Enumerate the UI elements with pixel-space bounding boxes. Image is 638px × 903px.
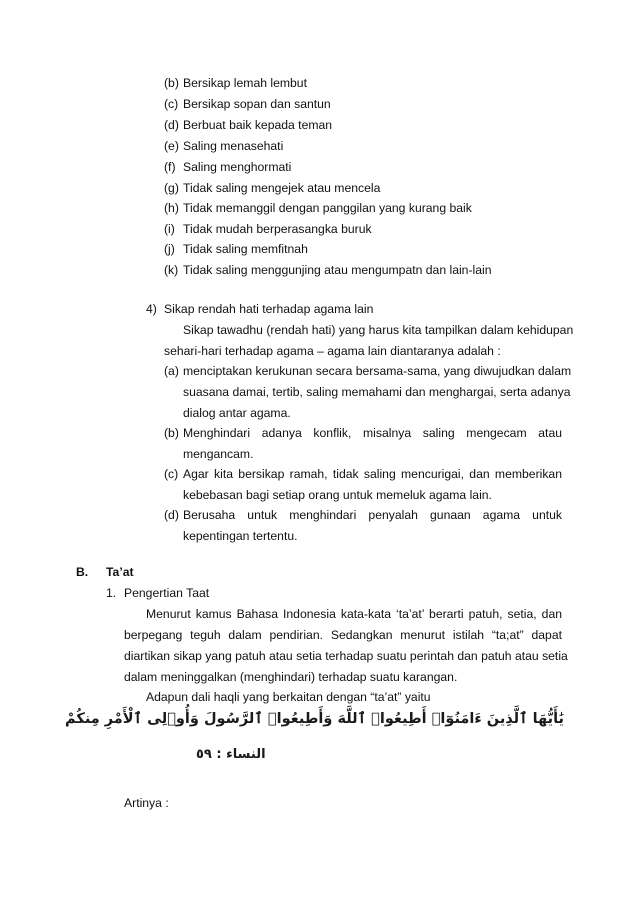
list-item-label: (d): [164, 118, 179, 132]
subsection-number: 1.: [106, 586, 117, 600]
subsection-title: Pengertian Taat: [124, 586, 210, 600]
list-item-label: (j): [164, 242, 175, 256]
point-line: mengancam.: [183, 447, 254, 461]
list-item-text: Berbuat baik kepada teman: [183, 118, 333, 132]
list-item-label: (g): [164, 181, 179, 195]
list-item-text: Bersikap lemah lembut: [183, 76, 307, 90]
arabic-verse-reference: النساء : ٥٩: [196, 747, 266, 762]
section-title: Ta’at: [106, 565, 134, 579]
item-number: 4): [146, 302, 157, 316]
list-item-text: Tidak saling memfitnah: [183, 242, 308, 256]
point-line: Agar kita bersikap ramah, tidak saling mencurigai, dan memberikan: [183, 467, 562, 481]
artinya-label: Artinya :: [124, 796, 169, 810]
list-item-text: Saling menasehati: [183, 139, 284, 153]
item-title: Sikap rendah hati terhadap agama lain: [164, 302, 374, 316]
intro-line: sehari-hari terhadap agama – agama lain diantaranya adalah :: [164, 344, 501, 358]
point-line: kebebasan bagi setiap orang untuk memeluk agama lain.: [183, 488, 492, 502]
paragraph-line: berpegang teguh dalam pendirian. Sedangkan menurut istilah “ta;at” dapat: [124, 628, 562, 642]
list-item-text: Tidak memanggil dengan panggilan yang kurang baik: [183, 201, 472, 215]
point-line: kepentingan tertentu.: [183, 529, 298, 543]
section-letter: B.: [76, 565, 89, 579]
list-item-text: Tidak saling mengejek atau mencela: [183, 181, 381, 195]
point-label: (a): [164, 364, 179, 378]
list-item-label: (k): [164, 263, 179, 277]
paragraph-line: dalam meninggalkan (menghindari) terhadap suatu karangan.: [124, 670, 458, 684]
paragraph-line: Menurut kamus Bahasa Indonesia kata-kata ‘ta’at’ berarti patuh, setia, dan: [146, 607, 562, 621]
point-line: menciptakan kerukunan secara bersama-sama, yang diwujudkan dalam: [183, 364, 572, 378]
point-label: (b): [164, 426, 179, 440]
dalil-line: Adapun dali haqli yang berkaitan dengan “ta’at” yaitu: [146, 690, 431, 704]
list-item-label: (f): [164, 160, 176, 174]
point-line: suasana damai, tertib, saling memahami dan menghargai, serta adanya: [183, 385, 571, 399]
paragraph-line: diartikan sikap yang patuh atau setia terhadap suatu perintah dan patuh atau setia: [124, 649, 568, 663]
list-item-label: (b): [164, 76, 179, 90]
arabic-verse: [65, 707, 564, 771]
intro-line: Sikap tawadhu (rendah hati) yang harus kita tampilkan dalam kehidupan: [183, 323, 574, 337]
list-item-text: Bersikap sopan dan santun: [183, 97, 331, 111]
list-item-label: (i): [164, 222, 175, 236]
list-item-label: (e): [164, 139, 179, 153]
list-item-label: (h): [164, 201, 179, 215]
point-line: Menghindari adanya konflik, misalnya saling mengecam atau: [183, 426, 562, 440]
point-label: (d): [164, 508, 179, 522]
list-item-text: Saling menghormati: [183, 160, 292, 174]
list-item-text: Tidak mudah berperasangka buruk: [183, 222, 372, 236]
list-item-text: Tidak saling menggunjing atau mengumpatn dan lain-lain: [183, 263, 492, 277]
arabic-verse-text: يَٰأَيُّهَا ٱلَّذِينَ ءَامَنُوٓا۟ أَطِيعُوا۟ ٱللَّهَ وَأَطِيعُوا۟ ٱلرَّسُولَ وَأُو۟لِى ٱلْأَمْرِ مِنكُمْ: [65, 711, 564, 727]
point-label: (c): [164, 467, 179, 481]
point-line: dialog antar agama.: [183, 406, 291, 420]
point-line: Berusaha untuk menghindari penyalah gunaan agama untuk: [183, 508, 562, 522]
list-item-label: (c): [164, 97, 179, 111]
